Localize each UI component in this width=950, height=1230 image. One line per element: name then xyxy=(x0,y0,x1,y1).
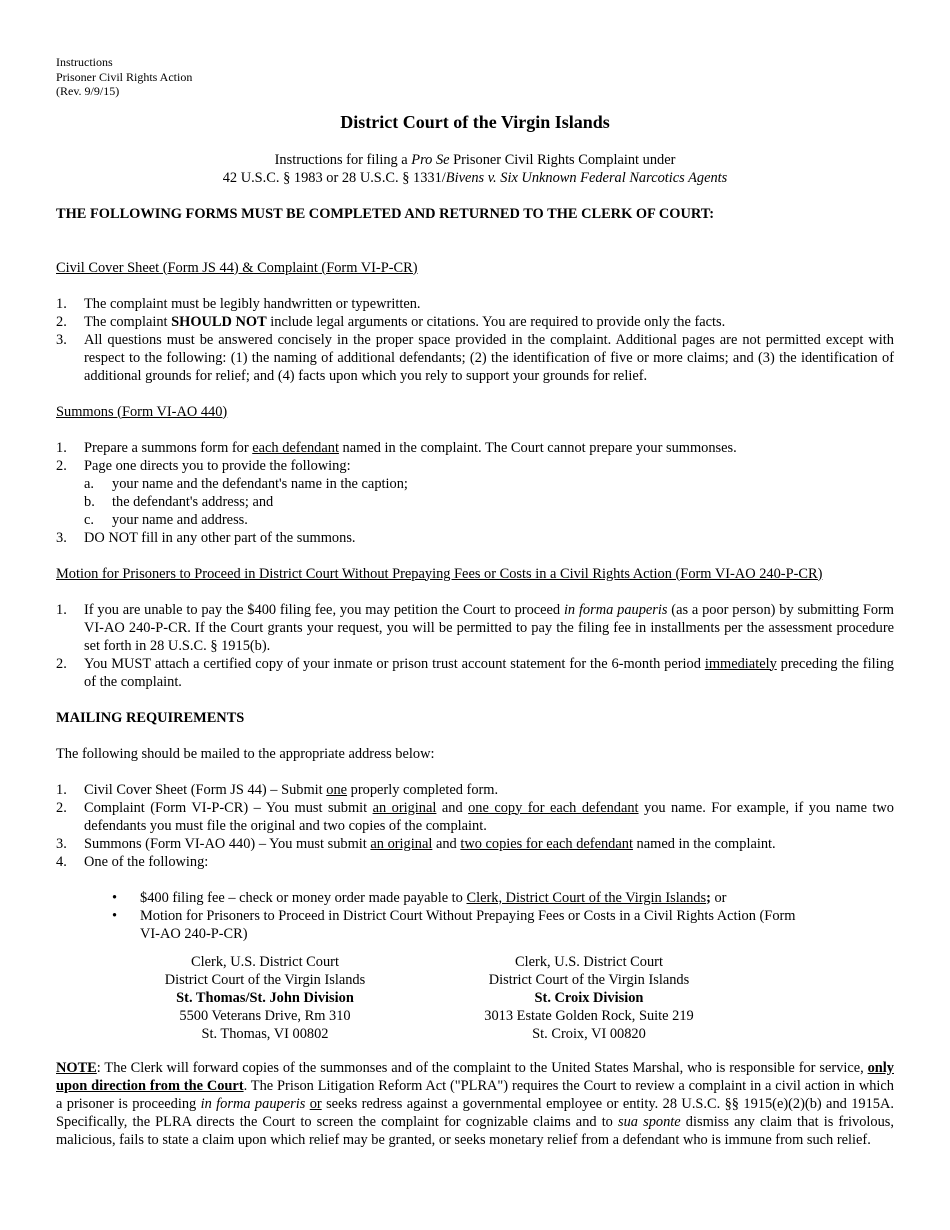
list-item xyxy=(56,655,894,691)
header-line: Prisoner Civil Rights Action xyxy=(56,69,193,84)
list-text: Page one directs you to provide the following: xyxy=(84,457,351,474)
payment-options xyxy=(56,889,894,943)
mailing-list xyxy=(56,781,894,871)
bullet-item xyxy=(112,889,894,907)
list-number: 2. xyxy=(56,655,67,672)
sub-list-item xyxy=(84,511,894,529)
list-text: an original xyxy=(370,835,433,852)
list-number: 2. xyxy=(56,799,67,816)
form-header xyxy=(56,55,894,99)
address-line: Clerk, U.S. District Court xyxy=(191,953,339,970)
list-item xyxy=(56,601,894,655)
list-number: 4. xyxy=(56,853,67,870)
address-line: St. Croix, VI 00820 xyxy=(532,1025,646,1042)
note-text: sua sponte xyxy=(618,1113,681,1130)
list-item xyxy=(56,853,894,871)
subtitle-text: Instructions for filing a xyxy=(274,151,412,168)
list-text: The complaint must be legibly handwritten or typewritten. xyxy=(84,295,421,312)
subtitle-text: Prisoner Civil Rights Complaint under xyxy=(449,151,676,168)
list-text: one copy for each defendant xyxy=(468,799,639,816)
list-text: ; xyxy=(706,889,711,906)
forms-heading: THE FOLLOWING FORMS MUST BE COMPLETED AND RETURNED TO THE CLERK OF COURT: xyxy=(56,205,715,222)
list-number: a. xyxy=(84,475,94,492)
list-item xyxy=(56,439,894,457)
list-text: immediately xyxy=(704,655,777,672)
list-text: $400 filing fee – check or money order made payable to xyxy=(140,889,467,906)
list-item xyxy=(56,799,894,835)
note-text: only upon direction from the Court xyxy=(56,1059,894,1094)
list-text: and xyxy=(436,799,469,816)
list-text: Civil Cover Sheet (Form JS 44) – Submit xyxy=(84,781,327,798)
list-text: each defendant xyxy=(252,439,339,456)
section-heading: Civil Cover Sheet (Form JS 44) & Complaint (Form VI-P-CR) xyxy=(56,259,418,276)
list-text: in forma pauperis xyxy=(563,601,668,618)
list-number: 1. xyxy=(56,439,67,456)
header-line: Instructions xyxy=(56,55,113,69)
bullet-icon: • xyxy=(112,889,118,906)
page-title: District Court of the Virgin Islands xyxy=(340,111,610,132)
bullet-icon: • xyxy=(112,907,118,924)
address-line: District Court of the Virgin Islands xyxy=(488,971,690,988)
list-text: or xyxy=(710,889,727,906)
list-text: One of the following: xyxy=(84,853,209,870)
note-text: : The Clerk will forward copies of the summonses and of the complaint to the United States Marshal, who is responsible for service, xyxy=(96,1059,868,1076)
address-line: 3013 Estate Golden Rock, Suite 219 xyxy=(484,1007,694,1024)
list-text: SHOULD NOT xyxy=(171,313,267,330)
address-division: St. Thomas/St. John Division xyxy=(176,989,354,1006)
list-item xyxy=(56,331,894,385)
section-heading: Motion for Prisoners to Proceed in District Court Without Prepaying Fees or Costs in a Civil Rights Action (Form VI-AO 240-P-CR) xyxy=(56,565,823,582)
note-paragraph xyxy=(56,1059,894,1149)
list-number: 2. xyxy=(56,313,67,330)
document-page xyxy=(56,55,894,1149)
list-text: DO NOT fill in any other part of the summons. xyxy=(84,529,356,546)
list-text: preceding the filing of the complaint. xyxy=(84,655,894,690)
list-item xyxy=(56,313,894,331)
list-item xyxy=(56,457,894,529)
list-text: named in the complaint. xyxy=(632,835,776,852)
header-line: (Rev. 9/9/15) xyxy=(56,84,120,98)
list-number: 1. xyxy=(56,295,67,312)
list-text: All questions must be answered concisely in the proper space provided in the complaint. Additional pages are not permitted except with respect to the following: (1) the naming of additional defendants; (2) the identification of five or more claims; and (3) the identification of additional grounds for relief; and (4) facts upon which you rely to support your grounds for relief. xyxy=(84,331,894,384)
mailing-heading: MAILING REQUIREMENTS xyxy=(56,709,245,726)
note-text: or xyxy=(309,1095,322,1112)
subtitle xyxy=(56,151,894,187)
subtitle-text: Pro Se xyxy=(411,151,450,168)
list-text: one xyxy=(326,781,348,798)
list-text: include legal arguments or citations. You are required to provide only the facts. xyxy=(266,313,726,330)
list-text: The complaint xyxy=(84,313,172,330)
section-list xyxy=(56,601,894,691)
sub-list-item xyxy=(84,493,894,511)
list-text: Motion for Prisoners to Proceed in District Court Without Prepaying Fees or Costs in a Civil Rights Action (Form VI-AO 240-P-CR) xyxy=(140,907,796,942)
list-text: an original xyxy=(372,799,437,816)
address-line: District Court of the Virgin Islands xyxy=(164,971,366,988)
note-text: . The Prison Litigation Reform Act ("PLRA") requires the Court to review a complaint in a civil action in which a prisoner is proceeding xyxy=(56,1077,894,1112)
note-label: NOTE xyxy=(56,1059,97,1076)
list-item xyxy=(56,781,894,799)
sub-list-item xyxy=(84,475,894,493)
list-text: the defendant's address; and xyxy=(112,493,274,510)
list-number: c. xyxy=(84,511,94,528)
section-heading: Summons (Form VI-AO 440) xyxy=(56,403,228,420)
address-line: St. Thomas, VI 00802 xyxy=(201,1025,329,1042)
note-text: seeks redress against a governmental employee or entity. 28 U.S.C. §§ 1915(e)(2)(b) and 1915A. Specifically, the PLRA directs the Court to screen the complaint for cognizable claims and to xyxy=(56,1095,894,1130)
section-list xyxy=(56,295,894,385)
list-text: and xyxy=(432,835,461,852)
list-number: 3. xyxy=(56,529,67,546)
list-text: your name and address. xyxy=(112,511,248,528)
list-text: Prepare a summons form for xyxy=(84,439,253,456)
section-list xyxy=(56,439,894,547)
list-text: properly completed form. xyxy=(347,781,499,798)
list-number: 1. xyxy=(56,781,67,798)
list-item xyxy=(56,529,894,547)
note-text: in forma pauperis xyxy=(200,1095,306,1112)
list-text: Clerk, District Court of the Virgin Islands xyxy=(466,889,707,906)
bullet-item xyxy=(112,907,894,943)
list-number: 3. xyxy=(56,331,67,348)
list-text: you name. For example, if you name two defendants you must file the original and two copies of the complaint. xyxy=(84,799,895,834)
list-text: two copies for each defendant xyxy=(460,835,633,852)
list-item xyxy=(56,835,894,853)
address-st-croix xyxy=(474,953,704,1043)
list-text: named in the complaint. The Court cannot prepare your summonses. xyxy=(338,439,737,456)
list-number: 1. xyxy=(56,601,67,618)
list-text: (as a poor person) by submitting Form VI-AO 240-P-CR. If the Court grants your request, you will be permitted to pay the filing fee in installments per the assessment procedure set forth in 28 U.S.C. § 1915(b). xyxy=(84,601,895,654)
list-number: 2. xyxy=(56,457,67,474)
address-division: St. Croix Division xyxy=(534,989,644,1006)
address-line: Clerk, U.S. District Court xyxy=(515,953,663,970)
list-number: b. xyxy=(84,493,95,510)
note-text: dismiss any claim that is frivolous, malicious, fails to state a claim upon which relief may be granted, or seeks monetary relief from a defendant who is immune from such relief. xyxy=(56,1113,894,1148)
subtitle-text: 42 U.S.C. § 1983 or 28 U.S.C. § 1331/ xyxy=(222,169,446,186)
list-item xyxy=(56,295,894,313)
list-text: Summons (Form VI-AO 440) – You must submit xyxy=(84,835,371,852)
subtitle-text: Bivens v. Six Unknown Federal Narcotics Agents xyxy=(445,169,728,186)
list-text: your name and the defendant's name in the caption; xyxy=(112,475,408,492)
address-st-thomas xyxy=(156,953,374,1043)
sub-list xyxy=(84,475,894,529)
list-number: 3. xyxy=(56,835,67,852)
list-text: If you are unable to pay the $400 filing fee, you may petition the Court to proceed xyxy=(84,601,564,618)
list-text: Complaint (Form VI-P-CR) – You must submit xyxy=(84,799,373,816)
address-block xyxy=(56,953,894,1043)
list-text: You MUST attach a certified copy of your inmate or prison trust account statement for the 6-month period xyxy=(84,655,705,672)
mailing-intro: The following should be mailed to the appropriate address below: xyxy=(56,745,435,762)
address-line: 5500 Veterans Drive, Rm 310 xyxy=(179,1007,351,1024)
